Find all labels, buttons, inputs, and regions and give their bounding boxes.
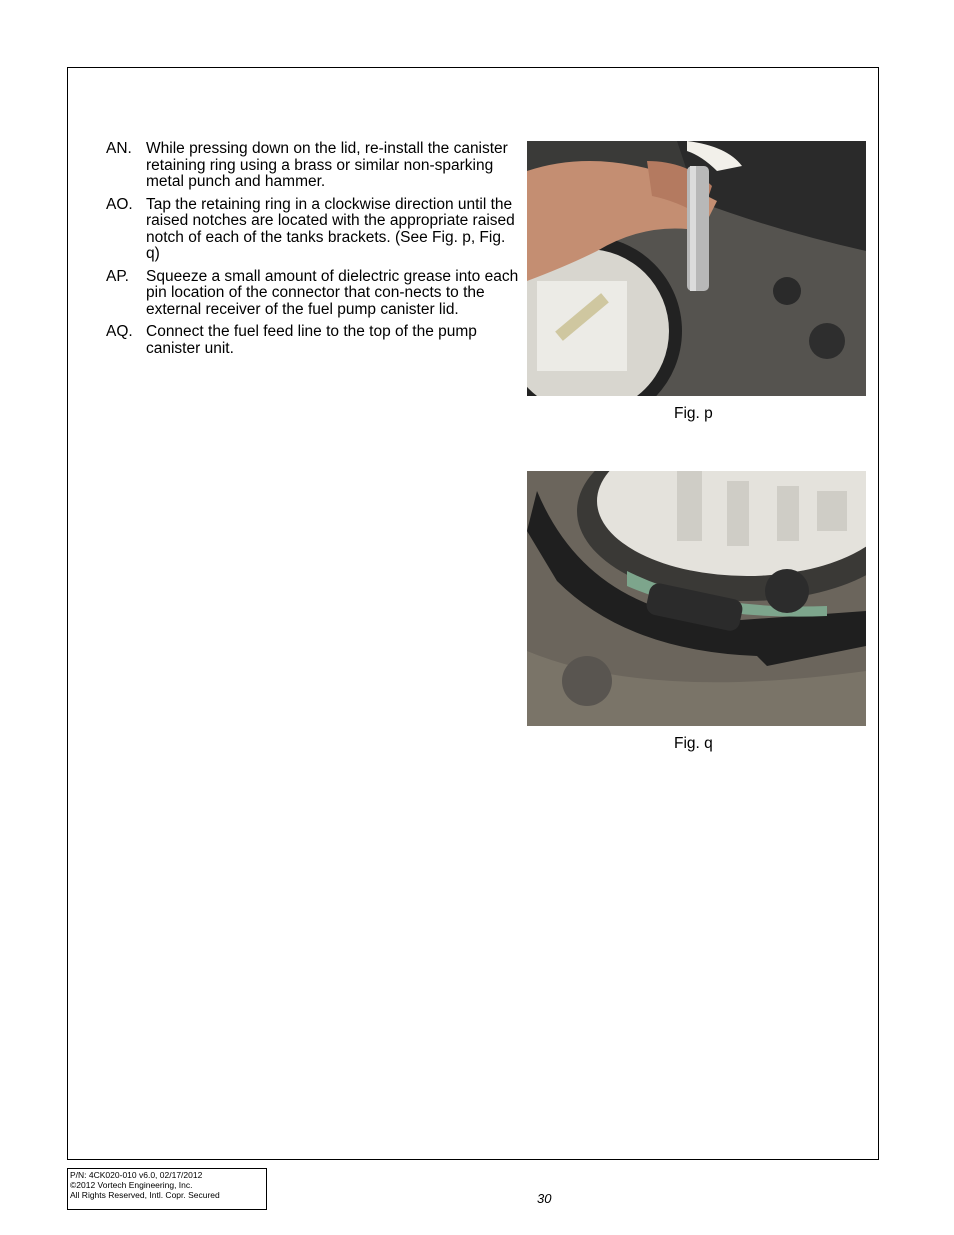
step-an — [106, 141, 521, 191]
copyright-line: ©2012 Vortech Engineering, Inc. — [70, 1180, 193, 1190]
step-letter: AQ. — [106, 323, 133, 340]
figure-q-photo — [527, 471, 866, 726]
step-letter: AN. — [106, 140, 132, 157]
instruction-list — [106, 141, 521, 363]
step-text: While pressing down on the lid, re-install the canister retaining ring using a brass or similar non-sparking metal punch and hammer. — [146, 140, 508, 190]
step-text: Tap the retaining ring in a clockwise direction until the raised notches are located with the appropriate raised notch of each of the tanks brackets. (See Fig. p, Fig. q) — [146, 195, 515, 262]
step-aq — [106, 324, 521, 357]
figure-p-photo — [527, 141, 866, 396]
part-number: P/N: 4CK020-010 v6.0, 02/17/2012 — [70, 1170, 203, 1180]
figure-p-caption: Fig. p — [674, 405, 713, 422]
step-text: Connect the fuel feed line to the top of the pump canister unit. — [146, 323, 477, 357]
rights-line: All Rights Reserved, Intl. Copr. Secured — [70, 1190, 220, 1200]
step-letter: AO. — [106, 195, 133, 213]
step-letter: AP. — [106, 267, 129, 285]
figure-q-caption: Fig. q — [674, 735, 713, 752]
page-number: 30 — [537, 1191, 552, 1206]
step-ao — [106, 197, 521, 263]
step-text: Squeeze a small amount of dielectric grease into each pin location of the connector that con-nects to the external receiver of the fuel pump canister lid. — [146, 267, 519, 318]
copyright-box — [67, 1168, 267, 1210]
step-ap — [106, 269, 521, 319]
